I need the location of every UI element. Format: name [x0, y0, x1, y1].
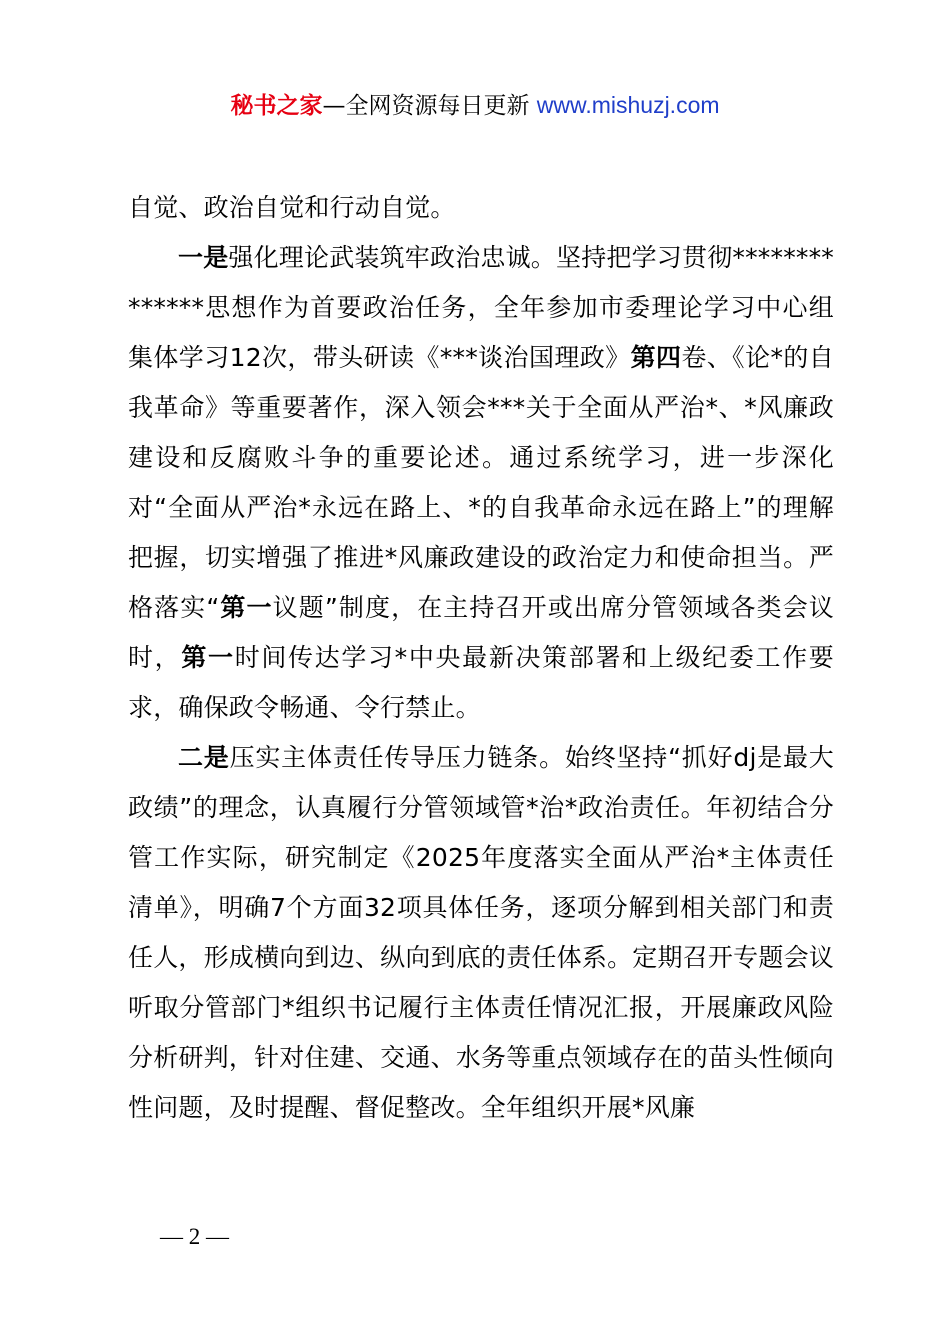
- paragraph-lead: 二是: [178, 743, 230, 772]
- page-number: — 2 —: [160, 1224, 229, 1249]
- bold-text: 第四: [630, 343, 682, 372]
- document-body: [128, 183, 834, 1133]
- paragraph-continuation: [128, 183, 834, 233]
- paragraph-text: 自觉、政治自觉和行动自觉。: [128, 193, 456, 222]
- bold-text: 第一: [181, 643, 235, 672]
- paragraph-text: 议题”制度，在主持召开或出席分管领域各类会议时，: [128, 593, 834, 672]
- paragraph-text: 压实主体责任传导压力链条。始终坚持“抓好dj是最大政绩”的理念，认真履行分管领域管*治*政治责任。年初结合分管工作实际，研究制定《2025年度落实全面从严治*主体责任清单》，明确7个方面32项具体任务，逐项分解到相关部门和责任人，形成横向到边、纵向到底的责任体系。定期召开专题会议听取分管部门*组织书记履行主体责任情况汇报，开展廉政风险分析研判，针对住建、交通、水务等重点领域存在的苗头性倾向性问题，及时提醒、督促整改。全年组织开展*风廉: [128, 743, 834, 1122]
- paragraph-point-one: [128, 233, 834, 733]
- paragraph-text: 时间传达学习*中央最新决策部署和上级纪委工作要求，确保政令畅通、令行禁止。: [128, 643, 835, 722]
- site-header: [0, 88, 950, 123]
- paragraph-point-two: [128, 733, 834, 1133]
- site-url-link[interactable]: www.mishuzj.com: [536, 92, 720, 118]
- paragraph-lead: 一是: [178, 243, 229, 272]
- site-tagline: —全网资源每日更新: [322, 93, 537, 119]
- site-brand: 秘书之家: [230, 93, 323, 119]
- paragraph-text: 强化理论武装筑牢政治忠诚。坚持把学习贯彻**************思想作为首要政治任务，全年参加市委理论学习中心组集体学习12次，带头研读《***谈治国理政》: [128, 243, 835, 372]
- paragraph-text: 卷、《论*的自我革命》等重要著作，深入领会***关于全面从严治*、*风廉政建设和反腐败斗争的重要论述。通过系统学习，进一步深化对“全面从严治*永远在路上、*的自我革命永远在路上”的理解把握，切实增强了推进*风廉政建设的政治定力和使命担当。严格落实“: [128, 343, 834, 622]
- bold-text: 第一: [219, 593, 273, 622]
